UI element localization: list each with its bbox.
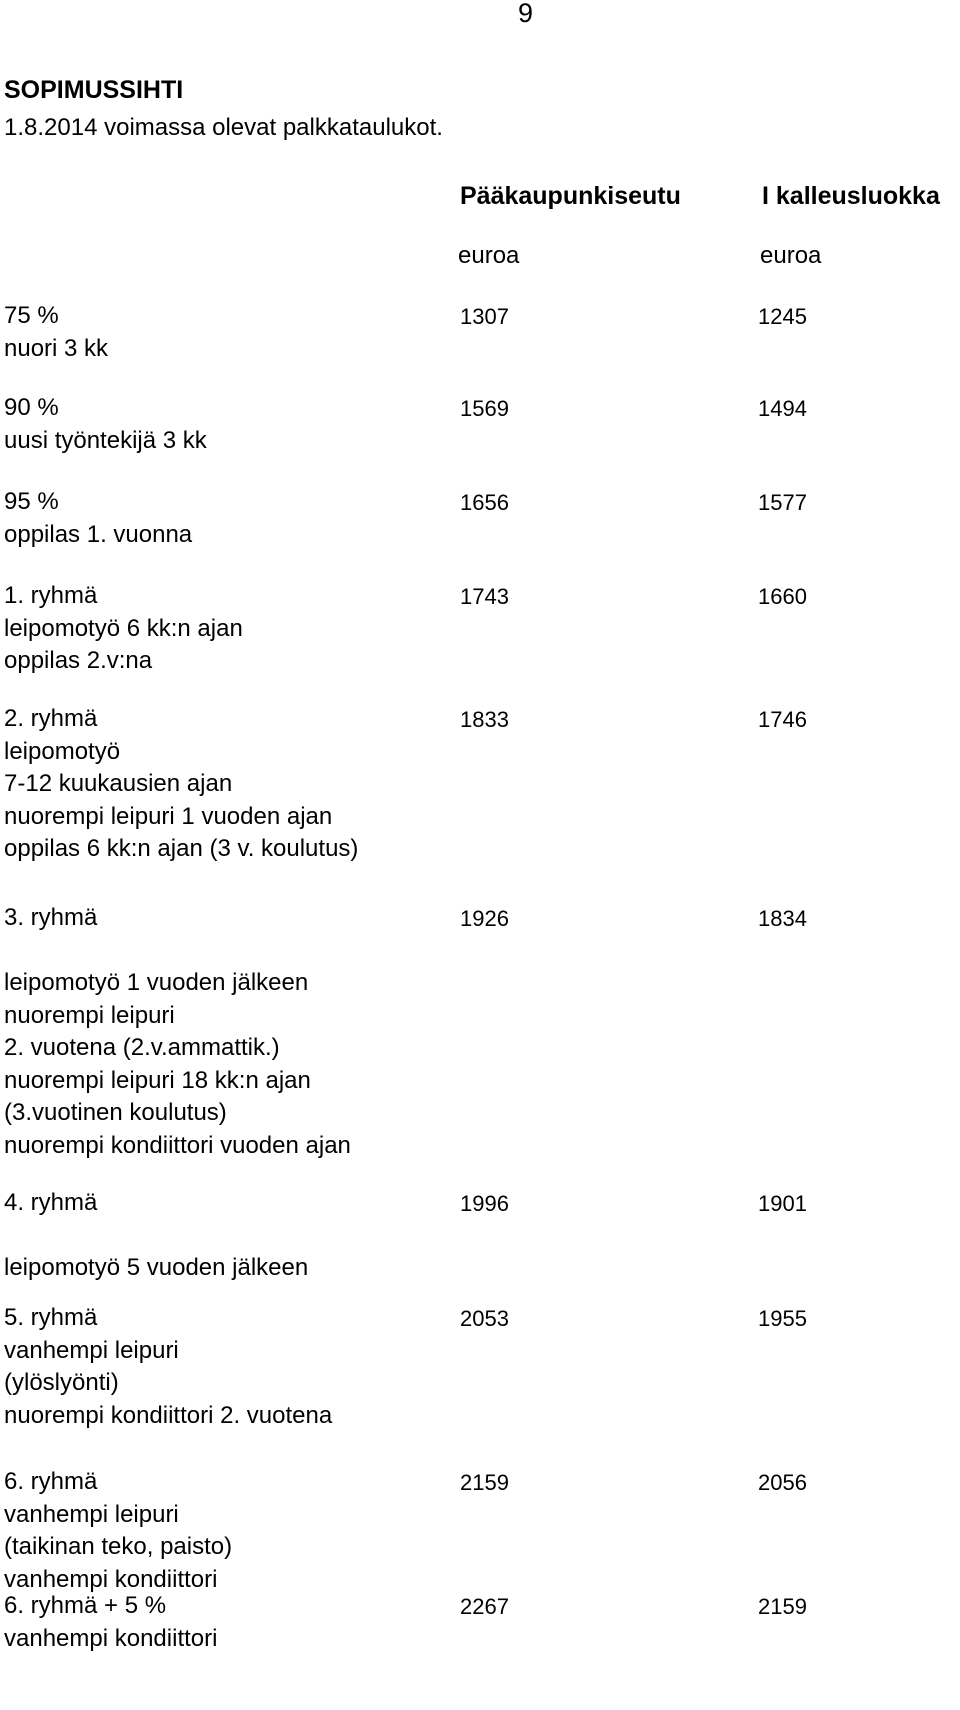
- value-kalleusluokka: 1245: [758, 304, 807, 329]
- row-description-line: 7-12 kuukausien ajan: [4, 770, 233, 797]
- value-kalleusluokka: 2159: [758, 1594, 807, 1619]
- row-group-label: 1. ryhmä: [4, 582, 98, 609]
- document-title: SOPIMUSSIHTI: [4, 76, 184, 104]
- value-kalleusluokka: 1660: [758, 584, 807, 609]
- row-group-label: 3. ryhmä: [4, 904, 98, 931]
- value-paakaupunkiseutu: 1996: [460, 1191, 509, 1216]
- row-description-line: vanhempi kondiittori: [4, 1565, 218, 1593]
- row-description-line: oppilas 6 kk:n ajan (3 v. koulutus): [4, 835, 359, 862]
- value-paakaupunkiseutu: 2267: [460, 1594, 509, 1619]
- row-description-line: oppilas 1. vuonna: [4, 520, 193, 548]
- row-description-line: nuorempi leipuri 18 kk:n ajan: [4, 1066, 311, 1094]
- value-paakaupunkiseutu: 2053: [460, 1306, 509, 1331]
- value-kalleusluokka: 1577: [758, 490, 807, 515]
- value-paakaupunkiseutu: 1307: [460, 304, 509, 329]
- row-group-label: 6. ryhmä + 5 %: [4, 1592, 167, 1619]
- row-group-label: 4. ryhmä: [4, 1189, 98, 1216]
- row-description-line: 2. vuotena (2.v.ammattik.): [4, 1034, 280, 1061]
- row-group-label: 6. ryhmä: [4, 1468, 98, 1495]
- row-description-line: (ylöslyönti): [4, 1369, 119, 1396]
- row-description-line: (taikinan teko, paisto): [4, 1533, 233, 1560]
- value-paakaupunkiseutu: 1569: [460, 396, 509, 421]
- row-description-line: leipomotyö 6 kk:n ajan: [4, 614, 243, 642]
- column-header-kalleusluokka: I kalleusluokka: [762, 182, 940, 210]
- row-description-line: nuorempi kondiittori 2. vuotena: [4, 1401, 333, 1429]
- row-description-line: leipomotyö 5 vuoden jälkeen: [4, 1254, 309, 1281]
- row-description-line: nuorempi leipuri: [4, 1001, 175, 1029]
- value-kalleusluokka: 1955: [758, 1306, 807, 1331]
- row-group-label: 5. ryhmä: [4, 1304, 98, 1331]
- value-paakaupunkiseutu: 1926: [460, 906, 509, 931]
- row-description-line: nuorempi kondiittori vuoden ajan: [4, 1131, 351, 1159]
- value-kalleusluokka: 1746: [758, 707, 807, 732]
- value-paakaupunkiseutu: 2159: [460, 1470, 509, 1495]
- value-paakaupunkiseutu: 1656: [460, 490, 509, 515]
- page-number: 9: [518, 0, 534, 28]
- document-subtitle: 1.8.2014 voimassa olevat palkkataulukot.: [4, 114, 443, 141]
- row-description-line: nuori 3 kk: [4, 334, 109, 362]
- row-description-line: vanhempi leipuri: [4, 1500, 179, 1528]
- row-description-line: uusi työntekijä 3 kk: [4, 426, 207, 454]
- value-kalleusluokka: 1494: [758, 396, 807, 421]
- column-unit-1: euroa: [458, 242, 520, 269]
- value-kalleusluokka: 1901: [758, 1191, 807, 1216]
- row-group-label: 90 %: [4, 394, 59, 421]
- row-group-label: 95 %: [4, 488, 59, 515]
- column-unit-2: euroa: [760, 242, 822, 269]
- row-description-line: leipomotyö 1 vuoden jälkeen: [4, 969, 309, 996]
- row-group-label: 2. ryhmä: [4, 705, 98, 732]
- row-description-line: vanhempi kondiittori: [4, 1624, 218, 1652]
- value-paakaupunkiseutu: 1833: [460, 707, 509, 732]
- row-description-line: nuorempi leipuri 1 vuoden ajan: [4, 802, 333, 830]
- row-group-label: 75 %: [4, 302, 59, 329]
- row-description-line: oppilas 2.v:na: [4, 647, 153, 674]
- value-paakaupunkiseutu: 1743: [460, 584, 509, 609]
- column-header-paakaupunkiseutu: Pääkaupunkiseutu: [460, 182, 681, 210]
- value-kalleusluokka: 2056: [758, 1470, 807, 1495]
- row-description-line: (3.vuotinen koulutus): [4, 1099, 227, 1126]
- row-description-line: vanhempi leipuri: [4, 1336, 179, 1364]
- row-description-line: leipomotyö: [4, 737, 121, 765]
- value-kalleusluokka: 1834: [758, 906, 807, 931]
